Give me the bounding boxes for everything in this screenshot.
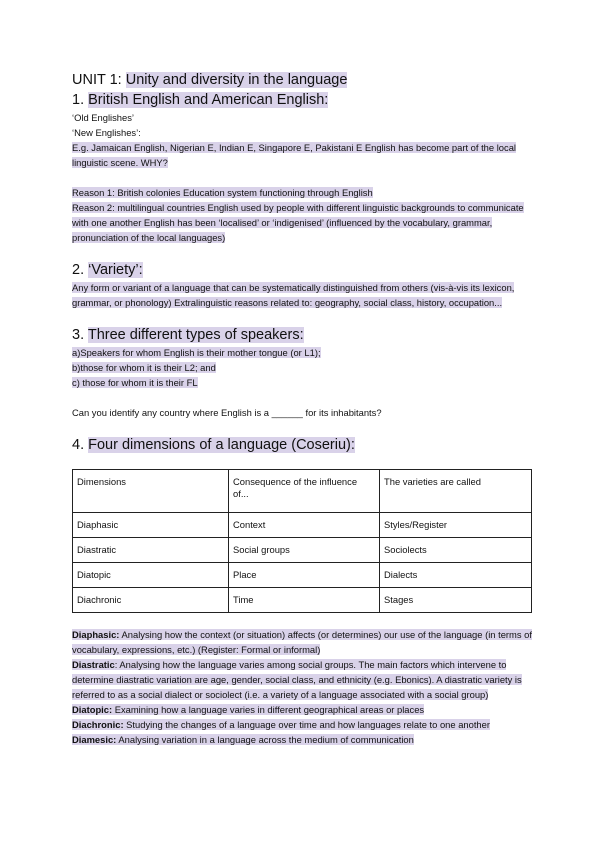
table-header-cell: Dimensions xyxy=(73,470,229,513)
table-cell: Stages xyxy=(380,588,532,613)
dimensions-table xyxy=(72,469,532,613)
table-cell: Time xyxy=(229,588,380,613)
table-cell: Place xyxy=(229,563,380,588)
section-2-title: ‘Variety’: xyxy=(88,262,143,278)
unit-prefix: UNIT 1: xyxy=(72,72,126,88)
section-2-number: 2. xyxy=(72,262,89,278)
section-4-heading xyxy=(72,435,532,455)
table-row xyxy=(73,538,532,563)
section-1-title: British English and American English: xyxy=(88,92,329,108)
document-page xyxy=(72,70,532,747)
table-cell: Diastratic xyxy=(73,538,229,563)
table-row xyxy=(73,588,532,613)
definitions-list xyxy=(72,627,532,747)
speaker-type-b: b)those for whom it is their L2; and xyxy=(72,362,216,373)
unit-heading xyxy=(72,70,532,90)
section-4-title: Four dimensions of a language (Coseriu): xyxy=(88,437,355,453)
definition-diaphasic: Diaphasic: Analysing how the context (or situation) affects (or determines) our use of the language (in terms of vocabulary, expressions, etc.) (Register: Formal or informal) xyxy=(72,629,532,655)
section-3-title: Three different types of speakers: xyxy=(87,327,304,343)
table-header-cell: The varieties are called xyxy=(380,470,532,513)
table-cell: Styles/Register xyxy=(380,513,532,538)
speaker-type-a: a)Speakers for whom English is their mother tongue (or L1); xyxy=(72,347,321,358)
section-4-number: 4. xyxy=(72,437,89,453)
table-cell: Sociolects xyxy=(380,538,532,563)
new-englishes-line: ‘New Englishes’: xyxy=(72,127,141,138)
definition-diatopic: Diatopic: Examining how a language varies in different geographical areas or places xyxy=(72,704,425,715)
section-3-number: 3. xyxy=(72,327,88,343)
reason-1: Reason 1: British colonies Education system functioning through English xyxy=(72,187,373,198)
speaker-type-c: c) those for whom it is their FL xyxy=(72,377,198,388)
definition-diastratic: Diastratic: Analysing how the language varies among social groups. The main factors which intervene to determine diastratic variation are age, gender, social class, and ethnicity (e.g. Ebonics). A diastratic variety is referred to as a social dialect or sociolect (i.e. a variety of a language associated with a social group) xyxy=(72,659,522,700)
table-header-cell: Consequence of the influence of... xyxy=(229,470,380,513)
section-3-heading xyxy=(72,325,532,345)
section-2-heading xyxy=(72,260,532,280)
table-row xyxy=(73,513,532,538)
table-cell: Diachronic xyxy=(73,588,229,613)
definition-diamesic: Diamesic: Analysing variation in a language across the medium of communication xyxy=(72,734,414,745)
section-1-number: 1. xyxy=(72,92,89,108)
table-header-row xyxy=(73,470,532,513)
example-paragraph: E.g. Jamaican English, Nigerian E, Indian E, Singapore E, Pakistani E English has become part of the local linguistic scene. WHY? xyxy=(72,142,516,168)
old-englishes-line: ‘Old Englishes’ xyxy=(72,112,135,123)
table-row xyxy=(73,563,532,588)
table-cell: Diatopic xyxy=(73,563,229,588)
table-cell: Dialects xyxy=(380,563,532,588)
reason-2: Reason 2: multilingual countries English used by people with different linguistic backgrounds to communicate with one another English has been ‘localised’ or ‘indigenised’ (influenced by the vocabulary, grammar, pronunciation of the local languages) xyxy=(72,202,524,243)
variety-definition: Any form or variant of a language that can be systematically distinguished from others (vis-à-vis its lexicon, grammar, or phonology) Extralinguistic reasons related to: geography, social class, history, occupation... xyxy=(72,282,515,308)
table-cell: Social groups xyxy=(229,538,380,563)
section-1-heading xyxy=(72,90,532,110)
unit-title: Unity and diversity in the language xyxy=(125,72,348,88)
table-cell: Context xyxy=(229,513,380,538)
definition-diachronic: Diachronic: Studying the changes of a language over time and how languages relate to one another xyxy=(72,719,490,730)
table-cell: Diaphasic xyxy=(73,513,229,538)
question-line: Can you identify any country where English is a ______ for its inhabitants? xyxy=(72,407,382,418)
